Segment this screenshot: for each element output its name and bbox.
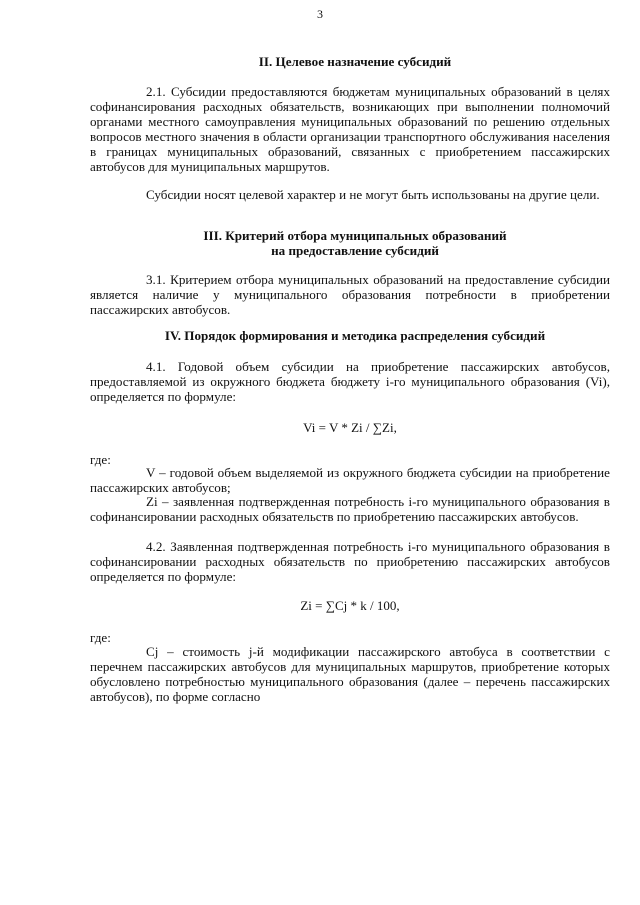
- paragraph-2-2: Субсидии носят целевой характер и не могут быть использованы на другие цели.: [146, 187, 600, 202]
- formula-vi: Vi = V * Zi / ∑Zi,: [303, 420, 397, 435]
- paragraph-3-1: 3.1. Критерием отбора муниципальных образований на предоставление субсидии является наличие у муниципального образования потребности в приобретении пассажирских автобусов.: [90, 272, 610, 317]
- section-4-heading: IV. Порядок формирования и методика распределения субсидий: [164, 328, 546, 343]
- where-label-2: где:: [90, 630, 111, 645]
- definition-c: Cj – стоимость j-й модификации пассажирского автобуса в соответствии с перечнем пассажирских автобусов для муниципальных маршрутов, приобретение которых обусловлено потребностью муниципального образования (далее – перечень пассажирских автобусов), по форме согласно: [90, 644, 610, 704]
- definition-v: V – годовой объем выделяемой из окружного бюджета субсидии на приобретение пассажирских автобусов;: [90, 465, 610, 495]
- page-number: 3: [317, 7, 323, 21]
- definition-z: Zi – заявленная подтвержденная потребность i-го муниципального образования в софинансировании расходных обязательств по приобретению пассажирских автобусов.: [90, 494, 610, 524]
- paragraph-4-1: 4.1. Годовой объем субсидии на приобретение пассажирских автобусов, предоставляемой из окружного бюджета бюджету i-го муниципального образования (Vi), определяется по формуле:: [90, 359, 610, 404]
- paragraph-2-1: 2.1. Субсидии предоставляются бюджетам муниципальных образований в целях софинансирования расходных обязательств, возникающих при выполнении полномочий органами местного самоуправления муниципальных образований по решению отдельных вопросов местного значения в области организации транспортного обслуживания населения в границах муниципальных образований, связанных с приобретением пассажирских автобусов для муниципальных маршрутов.: [90, 84, 610, 174]
- section-3-heading-line2: на предоставление субсидий: [271, 243, 439, 258]
- section-2-heading: II. Целевое назначение субсидий: [258, 54, 452, 69]
- paragraph-4-2: 4.2. Заявленная подтвержденная потребность i-го муниципального образования в софинансировании расходных обязательств по приобретению пассажирских автобусов определяется по формуле:: [90, 539, 610, 584]
- formula-zi: Zi = ∑Cj * k / 100,: [300, 598, 400, 613]
- section-3-heading-line1: III. Критерий отбора муниципальных образований: [203, 228, 507, 243]
- where-label-1: где:: [90, 452, 111, 467]
